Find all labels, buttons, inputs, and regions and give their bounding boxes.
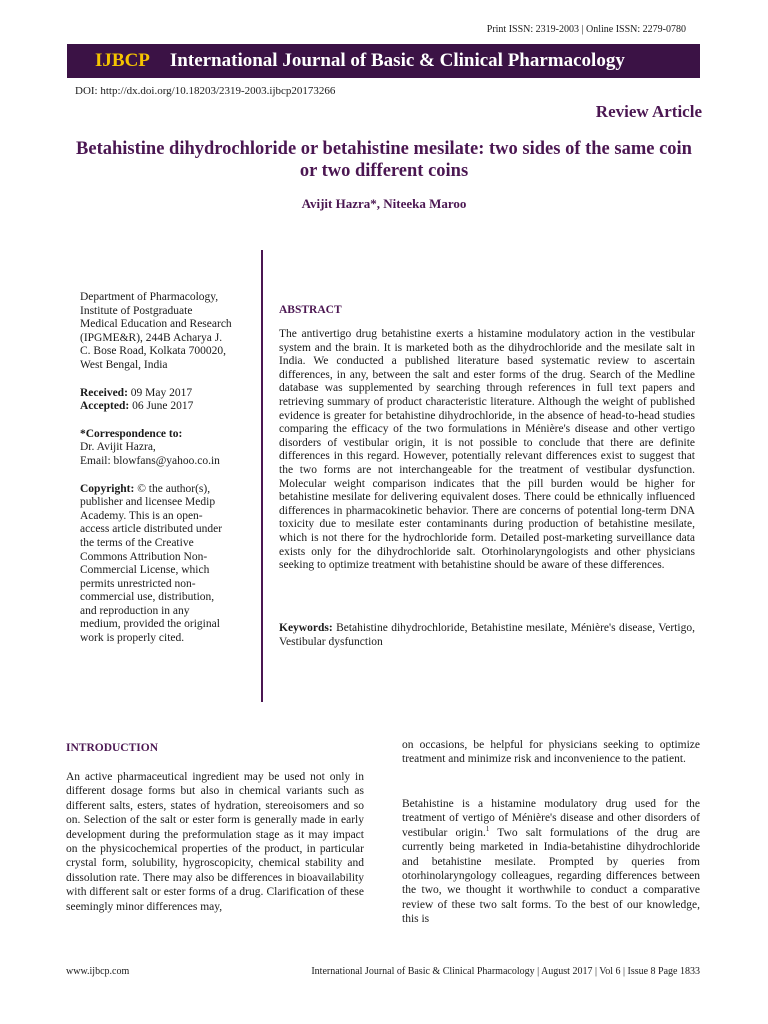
affiliation-line: Medical Education and Research bbox=[80, 318, 232, 331]
body-paragraph bbox=[402, 797, 700, 927]
correspondence-email[interactable]: Email: blowfans@yahoo.co.in bbox=[80, 454, 220, 467]
received-label: Received: bbox=[80, 386, 128, 399]
reference-citation[interactable]: 1 bbox=[485, 824, 490, 833]
affiliation bbox=[80, 291, 252, 373]
correspondence-label: *Correspondence to: bbox=[80, 427, 183, 440]
affiliation-line: (IPGME&R), 244B Acharya J. bbox=[80, 331, 223, 344]
keywords-label: Keywords: bbox=[279, 622, 333, 634]
body-text: Betahistine is a histamine modulatory drug used for the treatment of vertigo of Ménière's disease and other disorders of vestibular origin. bbox=[402, 798, 700, 839]
correspondence-name: Dr. Avijit Hazra, bbox=[80, 441, 156, 454]
copyright-line: publisher and licensee Medip bbox=[80, 496, 216, 509]
copyright-line: commercial use, distribution, bbox=[80, 591, 215, 604]
introduction-heading: INTRODUCTION bbox=[66, 742, 159, 754]
doi-link[interactable]: DOI: http://dx.doi.org/10.18203/2319-2003.ijbcp20173266 bbox=[75, 85, 336, 97]
copyright-line: the terms of the Creative bbox=[80, 536, 194, 549]
accepted-value: 06 June 2017 bbox=[132, 400, 194, 413]
issn-line: Print ISSN: 2319-2003 | Online ISSN: 2279-0780 bbox=[486, 24, 686, 35]
abstract-heading: ABSTRACT bbox=[279, 304, 342, 316]
affiliation-line: Institute of Postgraduate bbox=[80, 304, 193, 317]
copyright-line: access article distributed under bbox=[80, 523, 223, 536]
keywords bbox=[279, 622, 695, 649]
body-text: Two salt formulations of the drug are currently being marketed in India-betahistine dihydrochloride and betahistine mesilate. Prompted by queries from otorhinolaryngology colleagues, regarding differences between the two, we thought it worthwhile to conduct a comparative review of these two salt forms. To the best of our knowledge, this is bbox=[402, 826, 700, 926]
column-divider bbox=[261, 250, 263, 702]
affiliation-line: Department of Pharmacology, bbox=[80, 291, 219, 303]
received-value: 09 May 2017 bbox=[130, 386, 193, 399]
copyright-line: Academy. This is an open- bbox=[80, 509, 203, 522]
copyright-line: © the author(s), bbox=[134, 482, 211, 495]
footer-website[interactable]: www.ijbcp.com bbox=[66, 966, 130, 977]
copyright-line: work is properly cited. bbox=[80, 632, 185, 645]
dates bbox=[80, 387, 252, 414]
introduction-paragraph: An active pharmaceutical ingredient may be used not only in different dosage forms but also in chemical variants such as different salts, esters, states of hydration, stereoisomers and so on. Selection of the salt or ester form is generally made in early development during the preformulation stage as it may impact on the physicochemical properties of the product, in particular crystal form, solubility, hygroscopicity, chemical stability and dissolution rate. There may also be differences in bioavailability with different salt or ester forms of a drug. Clarification of these seemingly minor differences may, bbox=[66, 771, 364, 913]
journal-banner bbox=[67, 44, 700, 78]
affiliation-line: C. Bose Road, Kolkata 700020, bbox=[80, 345, 226, 358]
accepted-date bbox=[80, 400, 252, 414]
article-title: Betahistine dihydrochloride or betahistine mesilate: two sides of the same coin or two different coins bbox=[76, 139, 692, 181]
journal-name: International Journal of Basic & Clinical Pharmacology bbox=[169, 50, 625, 71]
copyright-line: medium, provided the original bbox=[80, 618, 220, 631]
article-type: Review Article bbox=[595, 102, 702, 121]
affiliation-line: West Bengal, India bbox=[80, 358, 168, 371]
body-paragraph: on occasions, be helpful for physicians seeking to optimize treatment and minimize risk and inconvenience to the patient. bbox=[402, 739, 700, 766]
correspondence bbox=[80, 428, 252, 469]
copyright bbox=[80, 483, 252, 646]
copyright-line: and reproduction in any bbox=[80, 604, 190, 617]
abstract-text: The antivertigo drug betahistine exerts a histamine modulatory action in the vestibular system and the brain. It is marketed both as the dihydrochloride and the mesilate salt in India. We conducted a published literature based systematic review to ascertain differences, in any, between the salt and ester forms of the drug. Search of the Medline database was supplemented by searching through references in full text papers and retrieving summary of product characteristic literature. Although the weight of published evidence is greater for betahistine dihydrochloride, in the absence of head-to-head studies comparing the efficacy of the two formulations in Ménière's disease and other vertigo disorders of vestibular origin, it is not possible to conclude that there are definite differences in this regard. However, potentially relevant differences exist to suggest that the two forms are not interchangeable for the treatment of vestibular dysfunction. Molecular weight comparison indicates that the pill burden would be higher for betahistine mesilate for delivering equivalent doses. There could be ethnically influenced differences in pharmacokinetic behavior. There are concerns of potential long-term DNA toxicity due to mesilate ester contaminants during production of betahistine mesilate, which is not there for the hydrochloride form. Detailed post-marketing surveillance data exists only for the dihydrochloride salt. Otorhinolaryngologists and other physicians seeking to optimize treatment with betahistine should be aware of these differences. bbox=[279, 328, 695, 572]
copyright-line: Commons Attribution Non- bbox=[80, 550, 208, 563]
received-date bbox=[80, 387, 252, 401]
accepted-label: Accepted: bbox=[80, 400, 130, 413]
article-authors: Avijit Hazra*, Niteeka Maroo bbox=[301, 196, 467, 211]
journal-abbr: IJBCP bbox=[95, 50, 150, 71]
sidebar-info bbox=[80, 291, 252, 660]
footer-journal-info: International Journal of Basic & Clinical Pharmacology | August 2017 | Vol 6 | Issue 8 Page 1833 bbox=[311, 966, 700, 977]
keywords-text: Betahistine dihydrochloride, Betahistine mesilate, Ménière's disease, Vertigo, Vestibular dysfunction bbox=[279, 622, 695, 648]
copyright-label: Copyright: bbox=[80, 482, 135, 495]
copyright-line: Commercial License, which bbox=[80, 564, 210, 577]
copyright-line: permits unrestricted non- bbox=[80, 577, 196, 590]
